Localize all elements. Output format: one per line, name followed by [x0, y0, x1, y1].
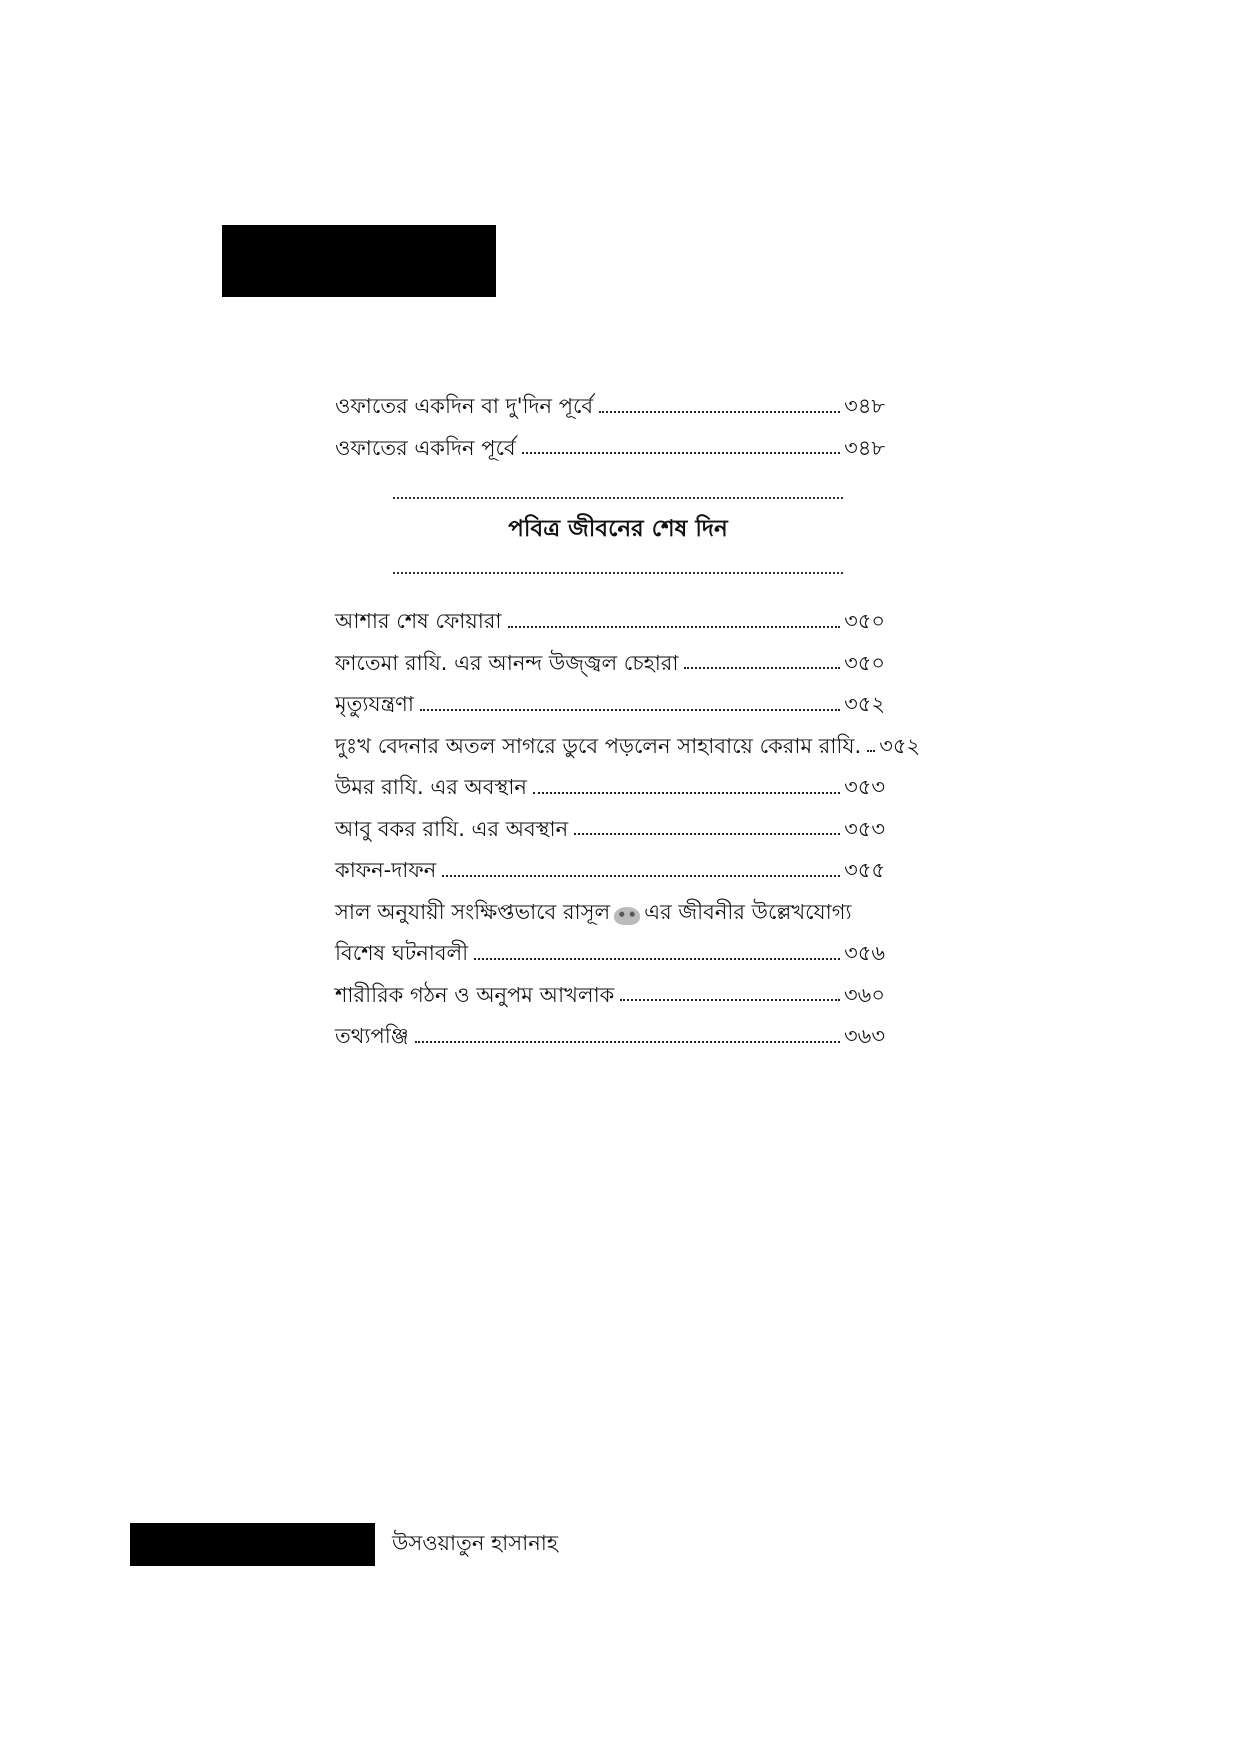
- toc-entry-page: ৩৫২: [844, 692, 885, 717]
- toc-entry[interactable]: [335, 635, 885, 677]
- toc-entry-title: উমর রাযি. এর অবস্থান: [335, 775, 527, 800]
- toc-entry-page: ৩৫৫: [844, 858, 885, 883]
- toc-entry-title: ফাতেমা রাযি. এর আনন্দ উজ্জ্বল চেহারা: [335, 650, 679, 675]
- toc-list-part2: [335, 593, 921, 1050]
- dot-leader: [867, 750, 875, 752]
- dot-leader: [442, 875, 840, 877]
- dotted-divider-top: [393, 497, 843, 499]
- toc-entry-title-part1: সাল অনুযায়ী সংক্ষিপ্তভাবে রাসূল: [335, 899, 611, 924]
- toc-entry-page: ৩৫২: [879, 733, 921, 758]
- dot-leader: [415, 1041, 840, 1043]
- toc-entry-page: ৩৬০: [844, 982, 885, 1007]
- toc-entry[interactable]: [335, 718, 921, 760]
- toc-entry-title: শারীরিক গঠন ও অনুপম আখলাক: [335, 982, 615, 1007]
- toc-entry[interactable]: [335, 420, 885, 462]
- toc-entry-page: ৩৫৩: [844, 775, 885, 800]
- dot-leader: [508, 626, 841, 628]
- dot-leader: [533, 792, 840, 794]
- dot-leader: [574, 833, 840, 835]
- dot-leader: [684, 667, 840, 669]
- toc-entry[interactable]: [335, 925, 885, 967]
- salutation-icon: [614, 907, 640, 925]
- toc-entry-title: ওফাতের একদিন পূর্বে: [335, 435, 516, 460]
- redacted-block-top: [222, 225, 496, 297]
- toc-entry-page: ৩৪৮: [844, 394, 885, 419]
- toc-entry-title: বিশেষ ঘটনাবলী: [335, 941, 469, 966]
- toc-entry[interactable]: [335, 676, 885, 718]
- toc-entry-title: আশার শেষ ফোয়ারা: [335, 609, 502, 634]
- toc-entry-title: দুঃখ বেদনার অতল সাগরে ডুবে পড়লেন সাহাবায়ে কেরাম রাযি.: [335, 733, 862, 758]
- redacted-block-footer: [130, 1523, 375, 1566]
- toc-entry-page: ৩৫০: [844, 650, 885, 675]
- toc-entry-page: ৩৫৩: [844, 816, 885, 841]
- toc-entry-multiline-start[interactable]: [335, 884, 885, 926]
- dot-leader: [420, 709, 840, 711]
- toc-entry[interactable]: [335, 967, 885, 1009]
- toc-entry-title: কাফন-দাফন: [335, 858, 437, 883]
- section-heading: পবিত্র জীবনের শেষ দিন: [508, 516, 728, 542]
- dot-leader: [599, 411, 840, 413]
- toc-entry[interactable]: [335, 759, 885, 801]
- toc-entry-title: তথ্যপঞ্জি: [335, 1024, 409, 1049]
- footer-book-title: উসওয়াতুন হাসানাহ: [392, 1531, 558, 1555]
- dot-leader: [522, 452, 840, 454]
- toc-entry[interactable]: [335, 593, 885, 635]
- toc-entry[interactable]: [335, 801, 885, 843]
- toc-entry-page: ৩৪৮: [844, 435, 885, 460]
- toc-entry[interactable]: [335, 1008, 885, 1050]
- toc-entry-title: ওফাতের একদিন বা দু'দিন পূর্বে: [335, 394, 594, 419]
- toc-entry[interactable]: [335, 842, 885, 884]
- toc-entry-title: মৃত্যুযন্ত্রণা: [335, 692, 414, 717]
- toc-entry-title: আবু বকর রাযি. এর অবস্থান: [335, 816, 569, 841]
- dot-leader: [474, 958, 840, 960]
- dot-leader: [620, 999, 840, 1001]
- dotted-divider-bottom: [393, 572, 843, 574]
- toc-entry-title-part2: এর জীবনীর উল্লেখযোগ্য: [644, 899, 852, 924]
- toc-list-part1: [335, 378, 885, 461]
- toc-entry-page: ৩৫৬: [844, 941, 885, 966]
- toc-entry-page: ৩৬৩: [844, 1024, 885, 1049]
- toc-entry[interactable]: [335, 378, 885, 420]
- toc-entry-page: ৩৫০: [844, 609, 885, 634]
